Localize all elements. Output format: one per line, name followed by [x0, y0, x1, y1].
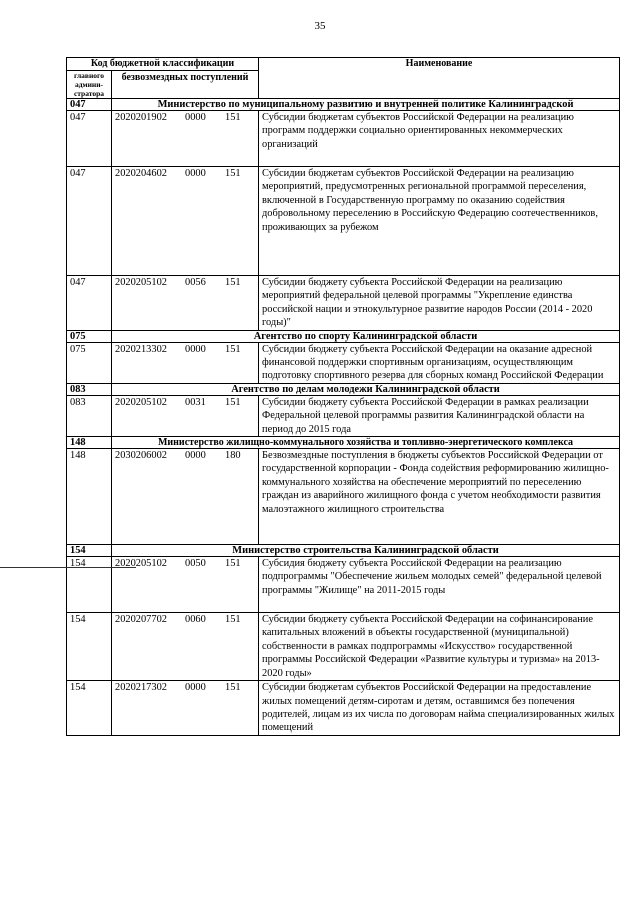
row-budget-code: 2020201902 0000 151	[112, 111, 259, 167]
row-description: Субсидии бюджетам субъектов Российской Федерации на предоставление жилых помещений детям-сиротам и детям, оставшимся без попечения родителей, лицам из их числа по договорам найма специализированных жилых помещений	[259, 681, 620, 736]
row-budget-code: 2020213302 0000 151	[112, 342, 259, 383]
row-description: Субсидии бюджетам субъектов Российской Федерации на реализацию мероприятий, предусмотренных региональной программой переселения, включенной в Государственную программу по оказанию содействия добровольному переселению в Российскую Федерацию соотечественников, проживающих за рубежом	[259, 167, 620, 276]
section-header-row	[67, 383, 620, 395]
row-budget-code: 2020205102 0050 151	[112, 557, 259, 613]
header-bez-column: безвозмездных поступлений	[112, 71, 259, 99]
table-row	[67, 613, 620, 681]
section-title: Министерство по муниципальному развитию и внутренней политике Калининградской	[112, 99, 620, 111]
table-row	[67, 167, 620, 276]
section-header-row	[67, 545, 620, 557]
row-budget-code: 2020205102 0031 151	[112, 395, 259, 436]
row-description: Субсидии бюджету субъекта Российской Федерации в рамках реализации Федеральной целевой программы развития Калининградской области на период до 2015 года	[259, 395, 620, 436]
row-admin-code: 083	[67, 395, 112, 436]
row-description: Безвозмездные поступления в бюджеты субъектов Российской Федерации от государственной корпорации - Фонда содействия реформированию жилищно-коммунального хозяйства на обеспечение мероприятий по переселению граждан из аварийного жилищного фонда с учетом необходимости развития малоэтажного жилищного строительства	[259, 449, 620, 545]
row-admin-code: 154	[67, 681, 112, 736]
row-description: Субсидии бюджетам субъектов Российской Федерации на реализацию программ поддержки социально ориентированных некоммерческих организаций	[259, 111, 620, 167]
section-header-row	[67, 99, 620, 111]
header-name: Наименование	[259, 58, 620, 99]
section-header-row	[67, 437, 620, 449]
row-budget-code: 2020204602 0000 151	[112, 167, 259, 276]
row-description: Субсидия бюджету субъекта Российской Федерации на реализацию подпрограммы "Обеспечение жильем молодых семей" федеральной целевой программы "Жилище" на 2011-2015 годы	[259, 557, 620, 613]
table-row	[67, 342, 620, 383]
header-admin-column: главного админи-стратора	[67, 71, 112, 99]
section-admin-code: 154	[67, 545, 112, 557]
section-title: Министерство строительства Калининградской области	[112, 545, 620, 557]
row-description: Субсидии бюджету субъекта Российской Федерации на софинансирование капитальных вложений в объекты государственной (муниципальной) собственности в рамках подпрограммы «Искусство» государственной программы Российской Федерации «Развитие культуры и туризма» на 2013-2020 годы»	[259, 613, 620, 681]
row-budget-code: 2020217302 0000 151	[112, 681, 259, 736]
row-admin-code: 047	[67, 167, 112, 276]
table-row	[67, 681, 620, 736]
section-admin-code: 075	[67, 330, 112, 342]
row-budget-code: 2020205102 0056 151	[112, 276, 259, 331]
table-row	[67, 449, 620, 545]
section-title: Министерство жилищно-коммунального хозяйства и топливно-энергетического комплекса	[112, 437, 620, 449]
row-admin-code: 154	[67, 613, 112, 681]
section-admin-code: 083	[67, 383, 112, 395]
page-number: 35	[314, 20, 326, 32]
row-admin-code: 154	[67, 557, 112, 613]
section-admin-code: 047	[67, 99, 112, 111]
table-row	[67, 111, 620, 167]
section-admin-code: 148	[67, 437, 112, 449]
table-row	[67, 276, 620, 331]
row-admin-code: 148	[67, 449, 112, 545]
header-code-group: Код бюджетной классификации	[67, 58, 259, 71]
row-budget-code: 2020207702 0060 151	[112, 613, 259, 681]
budget-classification-table	[66, 57, 620, 736]
section-title: Агентство по спорту Калининградской области	[112, 330, 620, 342]
section-header-row	[67, 330, 620, 342]
row-admin-code: 047	[67, 111, 112, 167]
row-description: Субсидии бюджету субъекта Российской Федерации на реализацию мероприятий федеральной целевой программы "Укрепление единства российской нации и этнокультурное развитие народов России (2014 - 2020 годы)"	[259, 276, 620, 331]
row-admin-code: 047	[67, 276, 112, 331]
table-row	[67, 557, 620, 613]
table-row	[67, 395, 620, 436]
row-description: Субсидии бюджету субъекта Российской Федерации на оказание адресной финансовой поддержки спортивным организациям, осуществляющим подготовку спортивного резерва для сборных команд Российской Федерации	[259, 342, 620, 383]
row-admin-code: 075	[67, 342, 112, 383]
row-budget-code: 2030206002 0000 180	[112, 449, 259, 545]
section-title: Агентство по делам молодежи Калининградской области	[112, 383, 620, 395]
